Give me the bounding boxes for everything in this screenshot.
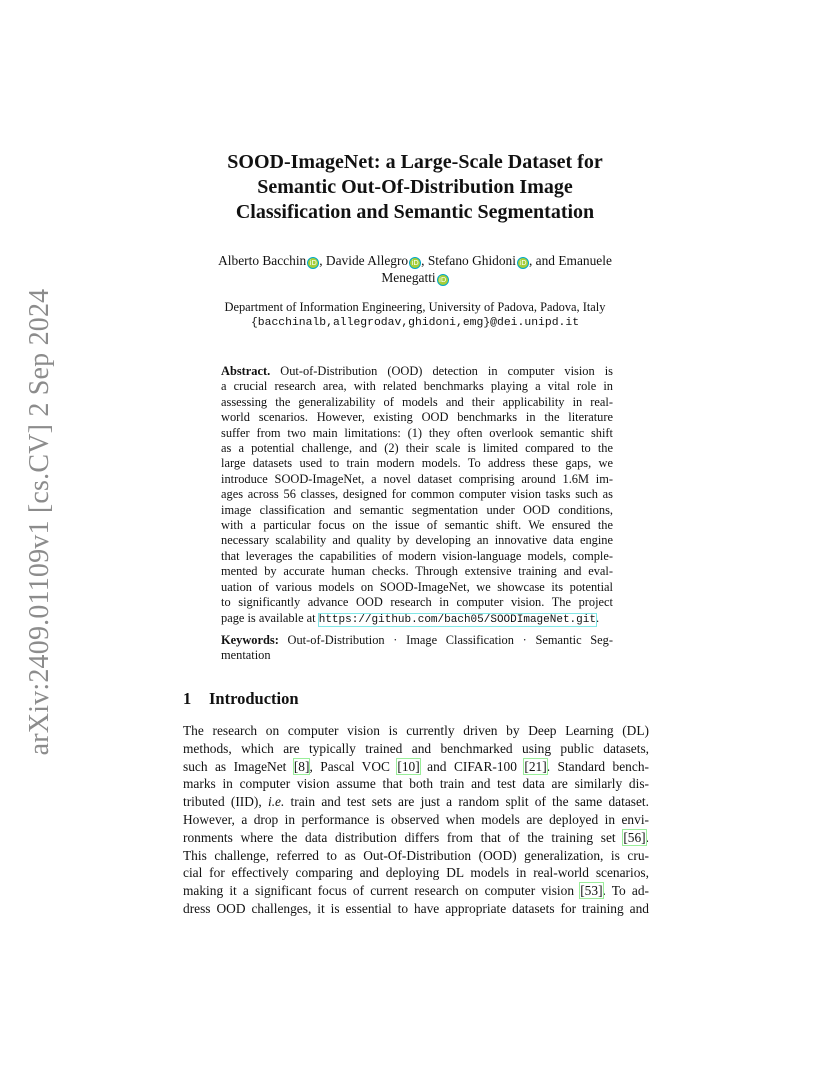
author-name: , Davide Allegro [319,253,409,268]
body-text: and CIFAR-100 [419,758,525,774]
body-line [183,758,649,776]
body-text: ronments where the data distribution differs from that of the training set [183,829,624,845]
body-line: marks in computer vision assume that both train and test data are similarly dis- [183,776,649,792]
abstract-text: Out-of-Distribution (OOD) detection in computer vision is [270,364,613,378]
orcid-icon[interactable]: iD [437,274,449,286]
orcid-icon[interactable]: iD [517,257,529,269]
citation-link[interactable]: [8] [293,758,310,774]
author-list [180,252,650,286]
abstract-line: suffer from two main limitations: (1) they often overlook semantic shift [221,425,613,440]
author-line [180,252,650,269]
citation-link[interactable]: [53] [580,883,603,899]
abstract-line: uation of various models on SOOD-ImageNet, we showcase its potential [221,579,613,594]
body-text: . [645,829,649,845]
body-line: This challenge, referred to as Out-Of-Distribution (OOD) generalization, is cru- [183,847,649,863]
arxiv-identifier[interactable]: arXiv:2409.01109v1 [cs.CV] 2 Sep 2024 [24,288,55,756]
abstract-line: necessary scalability and quality by developing an innovative data engine [221,533,613,548]
body-line: However, a drop in performance is observed when models are deployed in envi- [183,811,649,827]
orcid-icon[interactable]: iD [409,257,421,269]
body-line [183,793,649,811]
body-line: The research on computer vision is currently driven by Deep Learning (DL) [183,723,649,738]
abstract-line: ages across 56 classes, designed for common computer vision tasks such as [221,487,613,502]
author-name: Menegatti [381,270,436,285]
author-line [180,269,650,286]
abstract-line: assessing the generalizability of models and their applicability in real- [221,394,613,409]
abstract-line [221,364,613,379]
body-line [183,882,649,900]
body-text: . To ad- [602,883,649,899]
citation-link[interactable]: [10] [397,758,420,774]
abstract-line: large datasets used to train modern models. To address these gaps, we [221,456,613,471]
orcid-icon[interactable]: iD [307,257,319,269]
abstract-line: introduce SOOD-ImageNet, a novel dataset comprising around 1.6M im- [221,471,613,486]
body-text: making it a significant focus of current research on computer vision [183,883,581,899]
abstract-line: a crucial research area, with related benchmarks playing a vital role in [221,379,613,394]
body-line: dress OOD challenges, it is essential to have appropriate datasets for training and [183,900,649,916]
body-line [183,829,649,847]
body-text: train and test sets are just a random split of the same dataset. [284,794,650,810]
project-url-link[interactable]: https://github.com/bach05/SOODImageNet.git [318,613,596,626]
citation-link[interactable]: [21] [524,758,547,774]
keywords-line [221,633,613,648]
title-line: SOOD-ImageNet: a Large-Scale Dataset for [227,151,603,173]
body-text: . Standard bench- [546,758,649,774]
author-emails: {bacchinalb,allegrodav,ghidoni,emg}@dei.unipd.it [250,317,580,329]
abstract-line [221,611,613,628]
abstract-line: that leverages the capabilities of modern vision-language models, comple- [221,548,613,563]
body-text: such as ImageNet [183,758,294,774]
paper-title [160,150,670,225]
section-title: Introduction [209,689,299,708]
body-italic: i.e. [267,794,285,810]
section-number: 1 [183,689,192,708]
title-line: Semantic Out-Of-Distribution Image [257,176,573,198]
body-text: , Pascal VOC [309,758,398,774]
abstract-block [221,364,613,628]
abstract-line: with a particular focus on the issue of semantic shift. We ensured the [221,518,613,533]
citation-link[interactable]: [56] [623,829,646,845]
keywords-block [221,633,613,664]
abstract-line: mented by accurate human checks. Through extensive training and eval- [221,564,613,579]
abstract-line: as a potential challenge, and (2) their scale is limited compared to the [221,441,613,456]
title-line: Classification and Semantic Segmentation [235,201,595,223]
author-name: Alberto Bacchin [218,253,307,268]
author-name: , Stefano Ghidoni [421,253,516,268]
abstract-line: to significantly advance OOD research in computer vision. The project [221,595,613,610]
affiliation-block [170,299,660,331]
abstract-label: Abstract. [221,364,271,378]
author-name: , and Emanuele [528,253,612,268]
body-line: cial for effectively comparing and deploying DL models in real-world scenarios, [183,865,649,881]
keywords-text: Out-of-Distribution · Image Classification · Semantic Seg- [278,633,613,647]
keywords-label: Keywords: [221,633,279,647]
section-heading [183,689,299,709]
abstract-text: page is available at [221,610,319,625]
abstract-line: world scenarios. However, existing OOD benchmarks in the literature [221,410,613,425]
keywords-line: mentation [221,648,271,663]
abstract-line: image classification and semantic segmentation under OOD conditions, [221,502,613,517]
body-line: methods, which are typically trained and benchmarked using public datasets, [183,740,649,756]
abstract-text: . [595,610,600,625]
department: Department of Information Engineering, University of Padova, Padova, Italy [224,300,606,314]
body-text: tributed (IID), [183,794,268,810]
introduction-body [183,722,649,918]
